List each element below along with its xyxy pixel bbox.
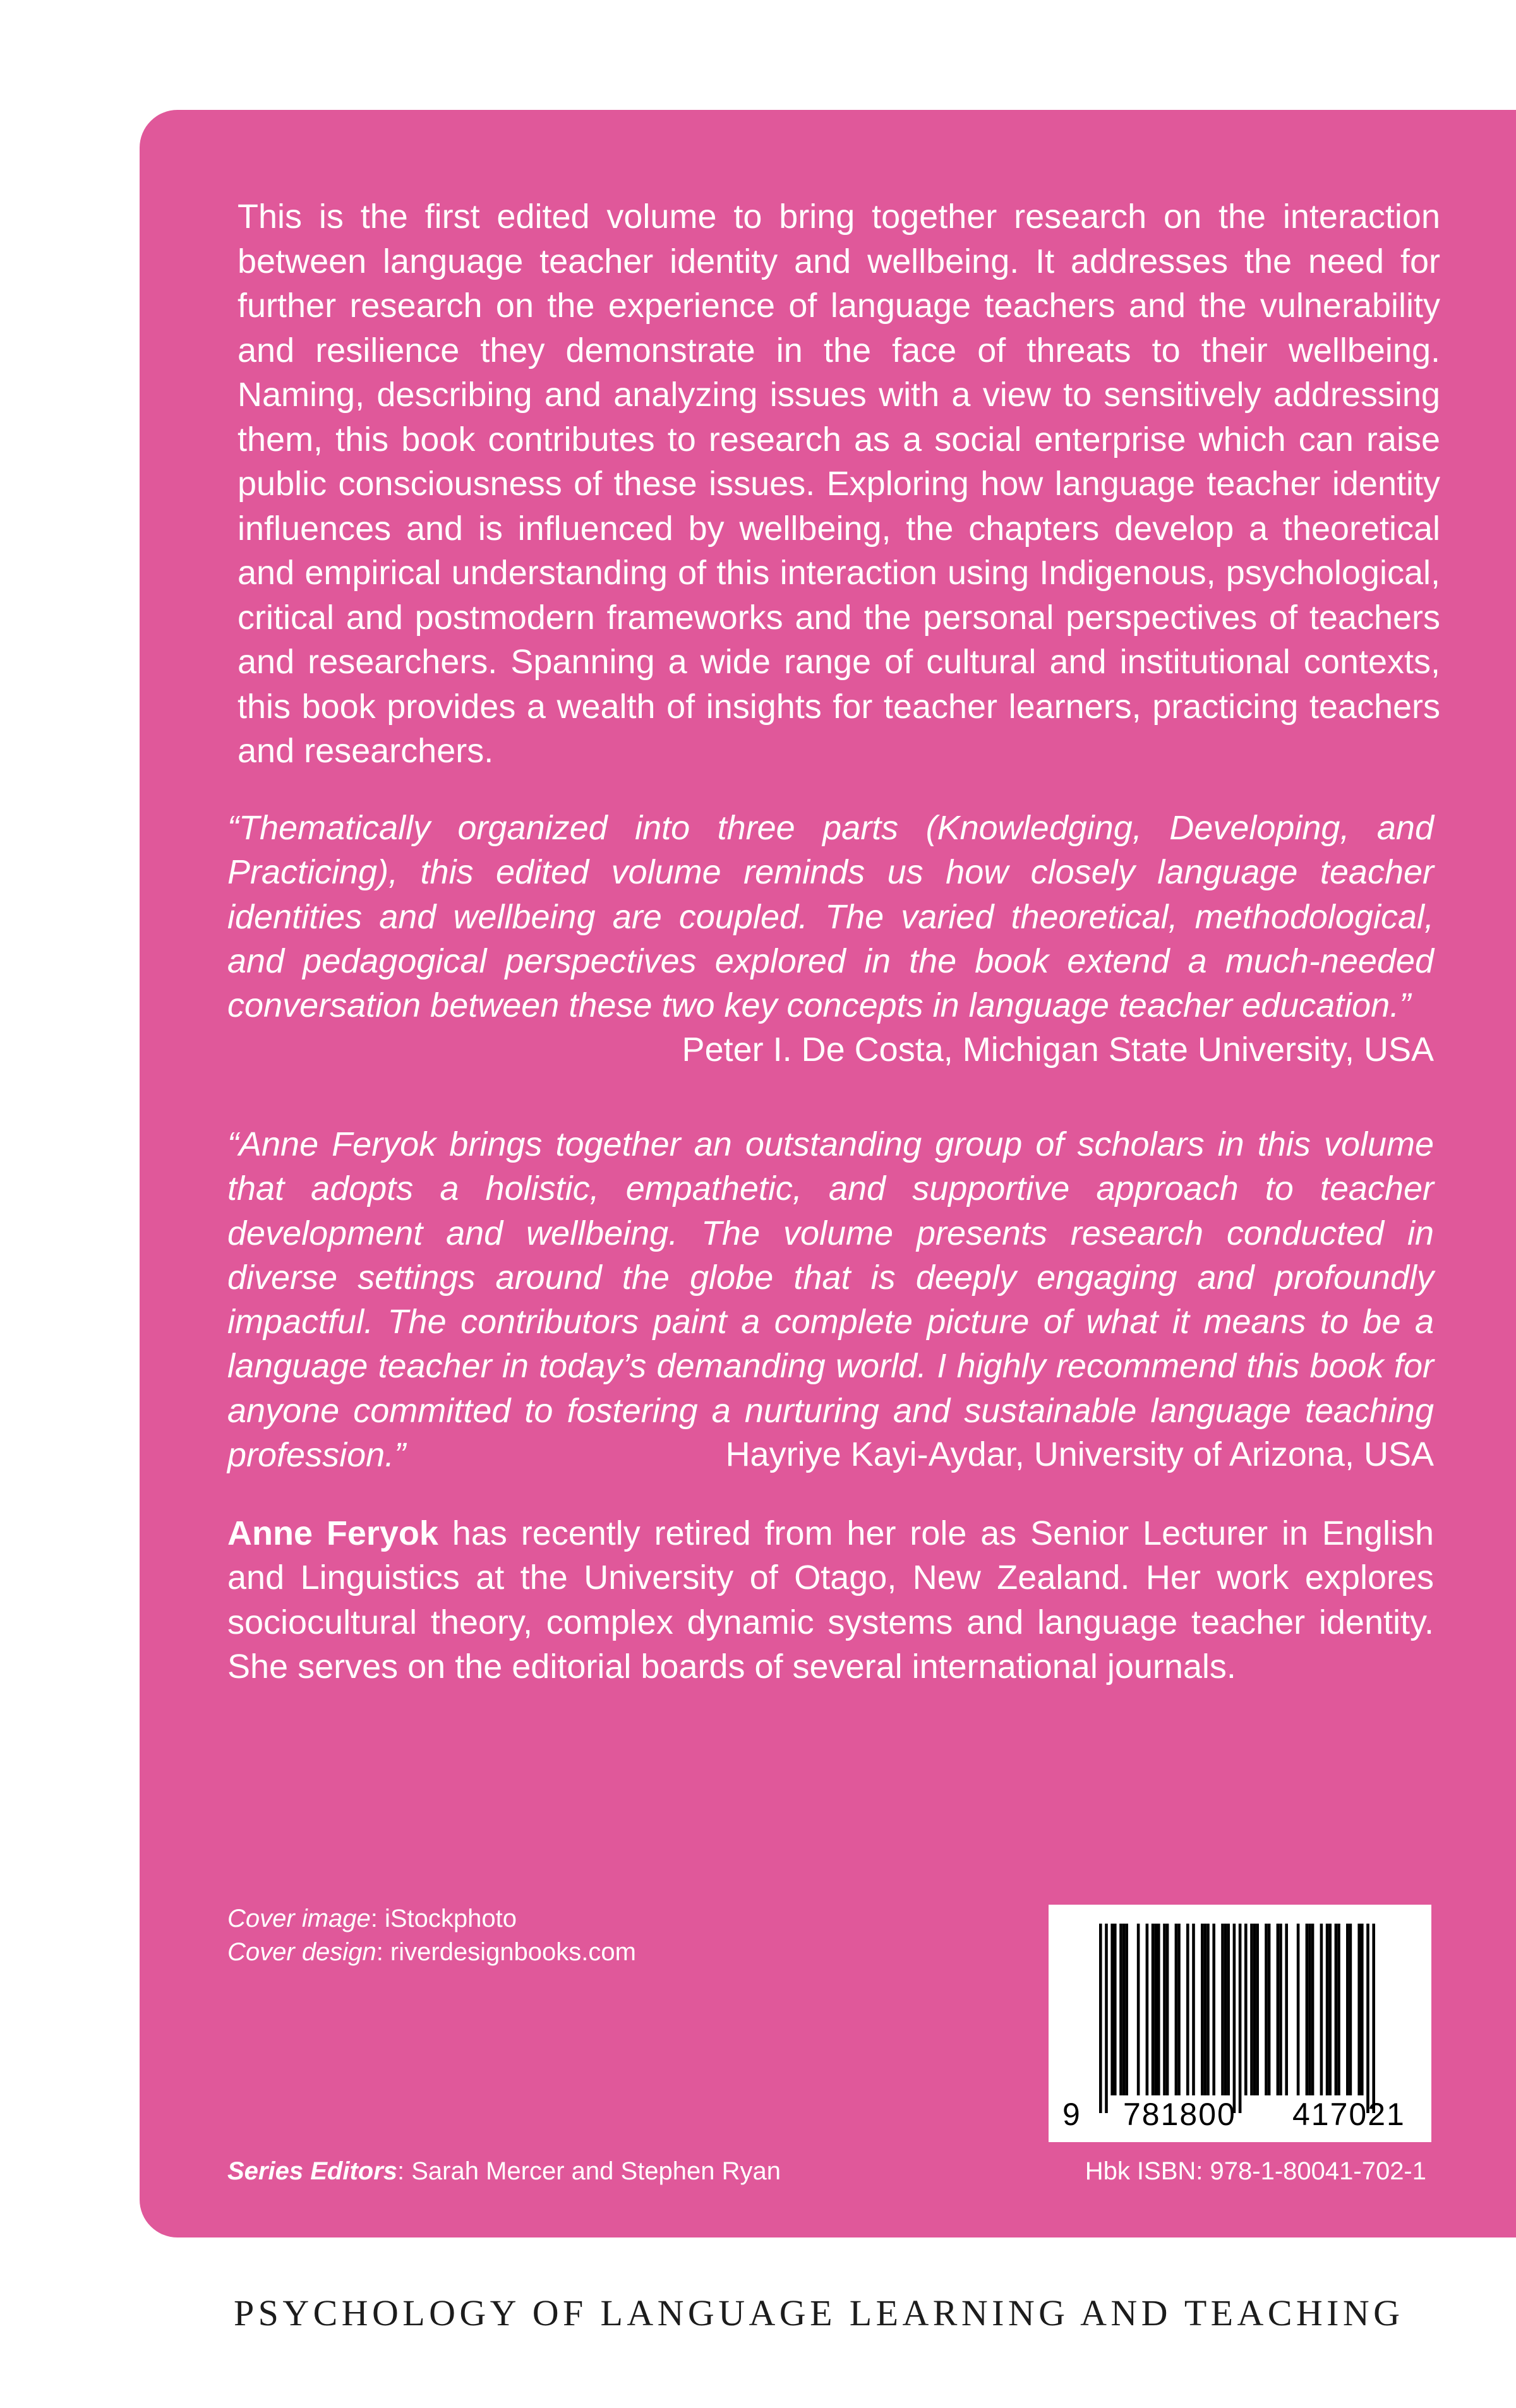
barcode-bar bbox=[1233, 1924, 1236, 2113]
barcode-bar bbox=[1277, 1924, 1280, 2095]
barcode-digit-group: 781800 bbox=[1123, 2097, 1236, 2132]
barcode-bar bbox=[1152, 1924, 1155, 2095]
barcode-bar bbox=[1201, 1924, 1204, 2095]
barcode-bar bbox=[1256, 1924, 1259, 2095]
barcode-bar bbox=[1311, 1924, 1314, 2095]
cover-image-label: Cover image bbox=[227, 1905, 371, 1932]
barcode-bar bbox=[1306, 1924, 1309, 2095]
barcode-bar bbox=[1328, 1924, 1332, 2095]
author-name: Anne Feryok bbox=[227, 1514, 438, 1552]
endorsement-attribution: Hayriye Kayi-Aydar, University of Arizona, USA bbox=[725, 1435, 1434, 1473]
endorsement-quote: “Anne Feryok brings together an outstanding group of scholars in this volume that adopts a holistic, empathetic, and supportive approach to teacher development and wellbeing. The volume presents research conducted in diverse settings around the globe that is deeply engaging and profoundly impactful. The contributors paint a complete picture of what it means to be a language teacher in today’s demanding world. I highly recommend this book for anyone committed to fostering a nurturing and sustainable language teaching profession.” bbox=[227, 1125, 1434, 1475]
barcode-bar bbox=[1349, 1924, 1352, 2095]
barcode-bar bbox=[1186, 1924, 1189, 2095]
barcode-bar bbox=[1146, 1924, 1149, 2095]
barcode-bar bbox=[1099, 1924, 1102, 2113]
barcode-bar bbox=[1177, 1924, 1181, 2095]
barcode-bar bbox=[1157, 1924, 1160, 2095]
author-bio-text: has recently retired from her role as Senior Lecturer in English and Linguistics at the University of Otago, New Zealand. Her work explores sociocultural theory, complex dynamic systems and language teacher identity. She serves on the editorial boards of several international journals. bbox=[227, 1514, 1434, 1686]
barcode bbox=[1049, 1905, 1431, 2142]
barcode-bar bbox=[1105, 1924, 1108, 2113]
barcode-bar bbox=[1335, 1924, 1338, 2095]
barcode-bar bbox=[1279, 1924, 1282, 2095]
book-description: This is the first edited volume to bring together research on the interaction between language teacher identity and wellbeing. It addresses the need for further research on the experience of language teachers and the vulnerability and resilience they demonstrate in the face of threats to their wellbeing. Naming, describing and analyzing issues with a view to sensitively addressing them, this book contributes to research as a social enterprise which can raise public consciousness of these issues. Exploring how language teacher identity influences and is influenced by wellbeing, the chapters develop a theoretical and empirical understanding of this interaction using Indigenous, psychological, critical and postmodern frameworks and the personal perspectives of teachers and researchers. Spanning a wide range of cultural and institutional contexts, this book provides a wealth of insights for teacher learners, practicing teachers and researchers. bbox=[238, 198, 1440, 770]
barcode-bar bbox=[1192, 1924, 1195, 2095]
barcode-bar bbox=[1337, 1924, 1340, 2095]
barcode-lead-digit: 9 bbox=[1062, 2097, 1081, 2132]
barcode-bar bbox=[1265, 1924, 1268, 2095]
barcode-bar bbox=[1320, 1924, 1323, 2095]
cover-design-label: Cover design bbox=[227, 1938, 376, 1966]
series-editors-value: : Sarah Mercer and Stephen Ryan bbox=[397, 2157, 781, 2185]
barcode-bar bbox=[1244, 1924, 1248, 2095]
barcode-bar bbox=[1119, 1924, 1122, 2095]
barcode-digit-group: 417021 bbox=[1292, 2097, 1405, 2132]
series-editors-label: Series Editors bbox=[227, 2157, 398, 2185]
series-editors bbox=[227, 2155, 781, 2187]
barcode-bar bbox=[1366, 1924, 1369, 2113]
barcode-bar bbox=[1166, 1924, 1169, 2095]
barcode-bar bbox=[1154, 1924, 1157, 2095]
barcode-bar bbox=[1204, 1924, 1207, 2095]
barcode-bar bbox=[1114, 1924, 1117, 2095]
barcode-bar bbox=[1346, 1924, 1349, 2095]
barcode-bar bbox=[1110, 1924, 1114, 2095]
barcode-bar bbox=[1253, 1924, 1256, 2095]
barcode-bar bbox=[1221, 1924, 1224, 2095]
barcode-bar bbox=[1250, 1924, 1253, 2095]
barcode-bar bbox=[1206, 1924, 1210, 2095]
endorsement-attribution: Peter I. De Costa, Michigan State University, USA bbox=[682, 1031, 1434, 1069]
barcode-bar bbox=[1137, 1924, 1140, 2095]
barcode-bar bbox=[1125, 1924, 1128, 2095]
cover-credits bbox=[227, 1902, 636, 1969]
barcode-bar bbox=[1212, 1924, 1215, 2095]
barcode-bar bbox=[1357, 1924, 1361, 2095]
cover-image-value: : iStockphoto bbox=[370, 1905, 517, 1932]
barcode-bar bbox=[1163, 1924, 1166, 2095]
series-title: PSYCHOLOGY OF LANGUAGE LEARNING AND TEACHING bbox=[234, 2292, 1404, 2333]
barcode-bar bbox=[1224, 1924, 1227, 2095]
barcode-bar bbox=[1227, 1924, 1230, 2095]
barcode-bar bbox=[1308, 1924, 1311, 2095]
barcode-bar bbox=[1297, 1924, 1300, 2095]
barcode-bar bbox=[1326, 1924, 1329, 2095]
cover-design-credit bbox=[227, 1936, 636, 1969]
barcode-bar bbox=[1239, 1924, 1242, 2113]
barcode-bar bbox=[1372, 1924, 1375, 2113]
barcode-bar bbox=[1285, 1924, 1288, 2095]
barcode-bar bbox=[1122, 1924, 1126, 2095]
endorsement-quote: “Thematically organized into three parts (Knowledging, Developing, and Practicing), this edited volume reminds us how closely language teacher identities and wellbeing are coupled. The varied theoretical, methodological, and pedagogical perspectives explored in the book extend a much-needed conversation between these two key concepts in language teacher education.” bbox=[227, 809, 1434, 1025]
barcode-bar bbox=[1175, 1924, 1178, 2095]
author-bio bbox=[227, 1511, 1434, 1689]
barcode-bar bbox=[1361, 1924, 1364, 2095]
isbn: Hbk ISBN: 978-1-80041-702-1 bbox=[1085, 2157, 1426, 2185]
cover-image-credit bbox=[227, 1902, 636, 1936]
barcode-bar bbox=[1268, 1924, 1271, 2095]
cover-design-value: : riverdesignbooks.com bbox=[376, 1938, 636, 1966]
